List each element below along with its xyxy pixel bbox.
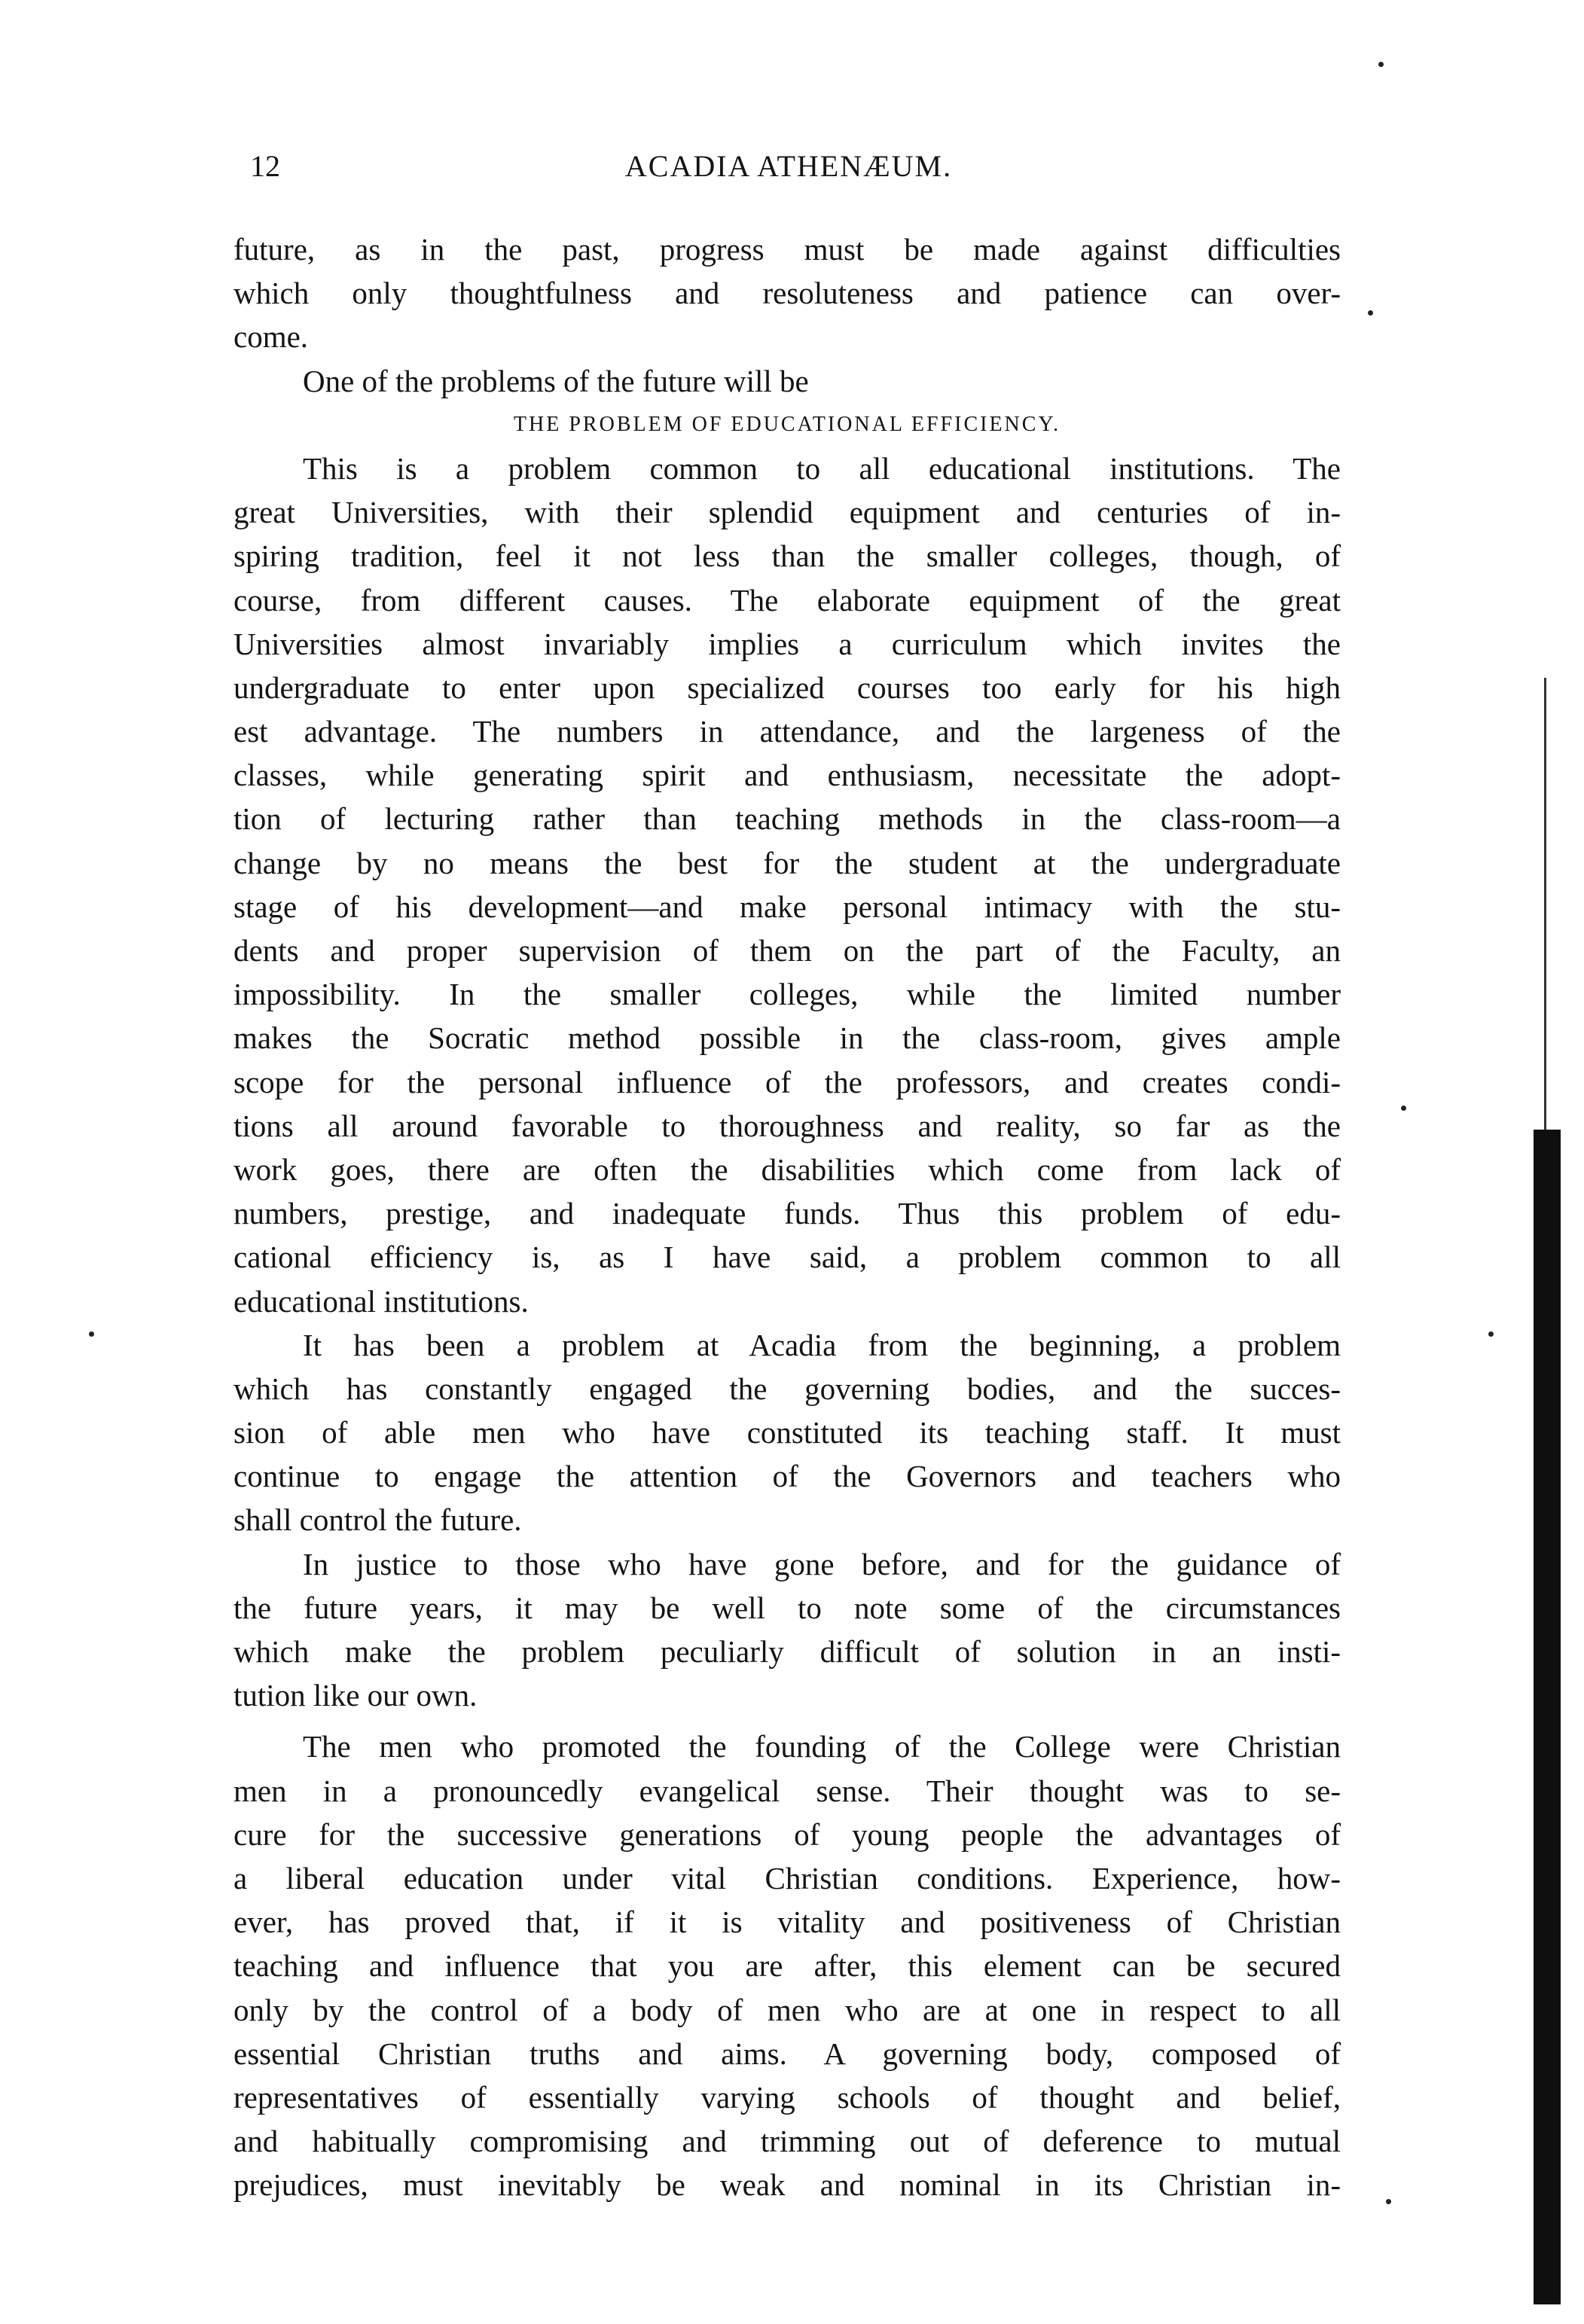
text-line: impossibility. In the smaller colleges, while the limited number: [233, 977, 1341, 1012]
paragraph-gap: [233, 1717, 1341, 1725]
text-line: The men who promoted the founding of the College were Christian: [303, 1729, 1341, 1764]
text-line: representatives of essentially varying schools of thought and belief,: [233, 2079, 1341, 2115]
section-heading: THE PROBLEM OF EDUCATIONAL EFFICIENCY.: [513, 412, 1061, 436]
text-line: future, as in the past, progress must be made against difficulties: [233, 232, 1341, 267]
text-line: educational institutions.: [233, 1283, 529, 1319]
text-line: which has constantly engaged the governing bodies, and the succes-: [233, 1371, 1341, 1406]
body-text: [233, 227, 1341, 2207]
text-line: undergraduate to enter upon specialized courses too early for his high: [233, 669, 1341, 705]
text-line: which make the problem peculiarly difficult of solution in an insti-: [233, 1634, 1341, 1669]
text-line: work goes, there are often the disabilities which come from lack of: [233, 1151, 1341, 1187]
text-line: change by no means the best for the student at the undergraduate: [233, 845, 1341, 880]
scan-edge-shadow: [1534, 1130, 1561, 2304]
text-line: stage of his development—and make personal intimacy with the stu-: [233, 889, 1341, 924]
text-line: course, from different causes. The elaborate equipment of the great: [233, 582, 1341, 618]
text-line: dents and proper supervision of them on the part of the Faculty, an: [233, 933, 1341, 968]
scan-speck: [89, 1331, 94, 1337]
scan-edge-line: [1544, 678, 1546, 1130]
scan-speck: [1488, 1331, 1494, 1337]
scan-speck: [1401, 1106, 1406, 1111]
text-line: classes, while generating spirit and enthusiasm, necessitate the adopt-: [233, 758, 1341, 793]
text-line: It has been a problem at Acadia from the beginning, a problem: [303, 1327, 1341, 1362]
text-line: the future years, it may be well to note some of the circumstances: [233, 1590, 1341, 1625]
text-line: est advantage. The numbers in attendance, and the largeness of the: [233, 714, 1341, 749]
text-line: ever, has proved that, if it is vitality and positiveness of Christian: [233, 1905, 1341, 1940]
text-line: shall control the future.: [233, 1502, 522, 1538]
text-line: In justice to those who have gone before, and for the guidance of: [303, 1546, 1341, 1581]
text-line: spiring tradition, feel it not less than the smaller colleges, though, of: [233, 538, 1341, 574]
text-line: Universities almost invariably implies a curriculum which invites the: [233, 626, 1341, 661]
text-line: essential Christian truths and aims. A governing body, composed of: [233, 2036, 1341, 2071]
text-line: great Universities, with their splendid equipment and centuries of in-: [233, 495, 1341, 530]
text-line: and habitually compromising and trimming out of deference to mutual: [233, 2124, 1341, 2159]
text-line: scope for the personal influence of the professors, and creates condi-: [233, 1064, 1341, 1099]
text-line: prejudices, must inevitably be weak and nominal in its Christian in-: [233, 2167, 1341, 2203]
text-line: sion of able men who have constituted its teaching staff. It must: [233, 1415, 1341, 1450]
scan-speck: [1386, 2199, 1391, 2204]
text-line: makes the Socratic method possible in the class-room, gives ample: [233, 1020, 1341, 1056]
text-line: numbers, prestige, and inadequate funds. Thus this problem of edu-: [233, 1196, 1341, 1231]
text-line: This is a problem common to all educational institutions. The: [303, 450, 1341, 486]
text-line: men in a pronouncedly evangelical sense. Their thought was to se-: [233, 1773, 1341, 1808]
page-number: 12: [250, 149, 280, 183]
text-line: tions all around favorable to thoroughness and reality, so far as the: [233, 1108, 1341, 1143]
scan-speck: [1378, 62, 1384, 67]
text-line: One of the problems of the future will be: [303, 363, 809, 398]
text-line: teaching and influence that you are after, this element can be secured: [233, 1948, 1341, 1984]
text-line: continue to engage the attention of the Governors and teachers who: [233, 1459, 1341, 1494]
scan-speck: [1368, 310, 1373, 316]
text-line: cational efficiency is, as I have said, a problem common to all: [233, 1240, 1341, 1275]
page-header: [250, 148, 1342, 193]
text-line: cure for the successive generations of young people the advantages of: [233, 1816, 1341, 1852]
text-line: tion of lecturing rather than teaching methods in the class-room—a: [233, 801, 1341, 837]
text-line: tution like our own.: [233, 1678, 478, 1713]
text-line: only by the control of a body of men who are at one in respect to all: [233, 1992, 1341, 2027]
text-line: a liberal education under vital Christian conditions. Experience, how-: [233, 1860, 1341, 1895]
text-line: which only thoughtfulness and resoluteness and patience can over-: [233, 276, 1341, 311]
text-line: come.: [233, 319, 309, 355]
running-head: ACADIA ATHENÆUM.: [624, 149, 953, 183]
